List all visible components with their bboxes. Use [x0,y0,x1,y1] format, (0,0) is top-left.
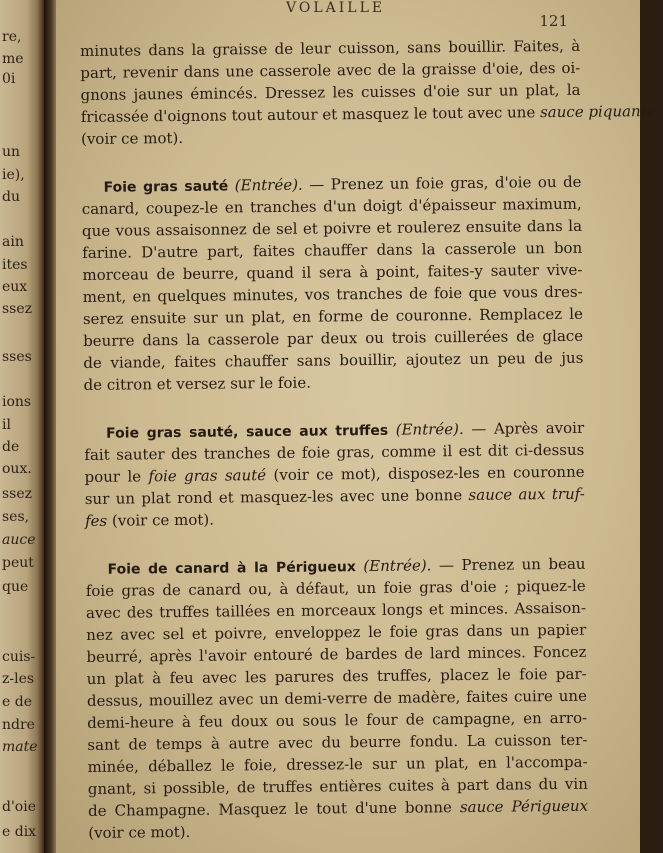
text-line: gnant, si possible, de truffes entières cuites à part dans du vin [87,774,588,798]
text-line: beurré, après l'avoir entouré de bardes de lard minces. Foncez [86,642,587,666]
running-head: VOLAILLE [286,0,386,16]
text-line: avec des truffes taillées en morceaux longs et minces. Assaison- [85,598,587,622]
text-line: canard, coupez-le en tranches d'un doigt d'épaisseur maximum, [81,194,582,218]
text-line: farine. D'autre part, faites chauffer dans la casserole un bon [82,238,583,262]
facing-page-fragment: ssez [2,486,33,502]
text-line: nez avec sel et poivre, enveloppez le foie gras dans un papier [86,620,587,644]
facing-page-fragment: cuis- [2,649,36,665]
facing-page-fragment: ions [2,394,32,410]
text-line: fes (voir ce mot). [84,510,215,530]
text-line: minée, déballez le foie, dressez-le sur un plat, en l'accompa- [87,752,588,776]
text-line: demi-heure à feu doux ou sous le four de campagne, en arro- [87,708,588,732]
page-number: 121 [539,12,568,30]
facing-page-fragment: ssez [2,301,33,317]
facing-page-fragment: me [2,51,24,67]
text-line: foie gras de canard ou, à défaut, un foie gras d'oie ; piquez-le [85,576,586,600]
entry-title: Foie gras sauté, sauce aux truffes [106,422,389,442]
facing-page-fragment: ie), [2,167,25,183]
facing-page-fragment: ain [2,234,24,250]
text-line: sur un plat rond et masquez-les avec une bonne sauce aux truf- [84,484,585,508]
entry-heading-line: Foie gras sauté (Entrée). — Prenez un foie gras, d'oie ou de [103,172,582,196]
text-line: gnons jaunes émincés. Dressez les cuisses d'oie sur un plat, la [80,80,581,104]
text-line: de Champagne. Masquez le tout d'une bonne sauce Périgueux [87,796,589,820]
text-line: (voir ce mot). [80,128,184,148]
facing-page-fragment: ndre [2,717,35,733]
facing-page-fragment: un [2,144,21,160]
facing-page-fragment: ses, [2,509,30,525]
entry-title: Foie gras sauté [103,178,229,196]
text-line: beurre dans la casserole par deux ou trois cuillerées de glace [83,326,584,350]
text-line: fricassée d'oignons tout autour et masquez le tout avec une sauce piquante [80,101,656,126]
text-line: sant de temps à autre avec du beurre fondu. La cuisson ter- [87,730,588,754]
facing-page-fragment: ites [2,257,28,273]
entry-heading-line: Foie gras sauté, sauce aux truffes (Entrée). — Après avoir [106,418,585,442]
text-line: (voir ce mot). [88,822,191,842]
text-line: morceau de beurre, quand il sera à point, faites-y sauter vive- [82,260,583,284]
facing-page-fragment: e dix [2,824,37,840]
text-line: ment, en quelques minutes, vos tranches de foie que vous dres- [82,282,583,306]
facing-page-fragment: 0i [2,71,16,87]
text-line: fait sauter des tranches de foie gras, comme il est dit ci-dessus [84,440,585,464]
facing-page-fragment: que [2,579,29,595]
facing-page-fragment: d'oie [2,799,37,815]
text-line: part, revenir dans une casserole avec de la graisse d'oie, des oi- [80,58,581,82]
facing-page-fragment: du [2,189,20,205]
facing-page-fragment: re, [2,29,22,45]
facing-page-fragment: eux [2,279,28,295]
facing-page-fragment: oux. [2,461,32,477]
text-line: que vous assaisonnez de sel et poivre et roulerez ensuite dans la [81,216,583,240]
entry-heading-line: Foie de canard à la Périgueux (Entrée). — Prenez un beau [107,554,586,578]
facing-page-fragment: auce [2,532,36,548]
text-line: dessus, mouillez avec un demi-verre de madère, faites cuire une [86,686,587,710]
facing-page-fragment: z-les [2,671,35,687]
book-page [56,0,656,853]
facing-page-fragment: il [2,417,11,433]
facing-page-fragment: peut [2,555,34,571]
facing-page-fragment: de [2,439,20,455]
text-line: de citron et versez sur le foie. [83,373,312,394]
text-line: un plat à feu avec les parures des truffes, placez le foie par- [86,664,587,688]
facing-page-fragment: mate [2,739,38,755]
text-line: de viande, faites chauffer sans bouillir, ajoutez un peu de jus [83,348,584,372]
facing-page-fragment: e de [2,694,32,710]
text-line: serez ensuite sur un plat, en forme de couronne. Remplacez le [82,304,583,328]
facing-page-fragment: sses [2,349,32,365]
text-line: minutes dans la graisse de leur cuisson, sans bouillir. Faites, à [80,36,581,60]
facing-page-edge [0,0,44,853]
page-text [80,35,656,844]
entry-title: Foie de canard à la Périgueux [107,559,356,578]
text-line: pour le foie gras sauté (voir ce mot), disposez-les en couronne [84,462,585,486]
